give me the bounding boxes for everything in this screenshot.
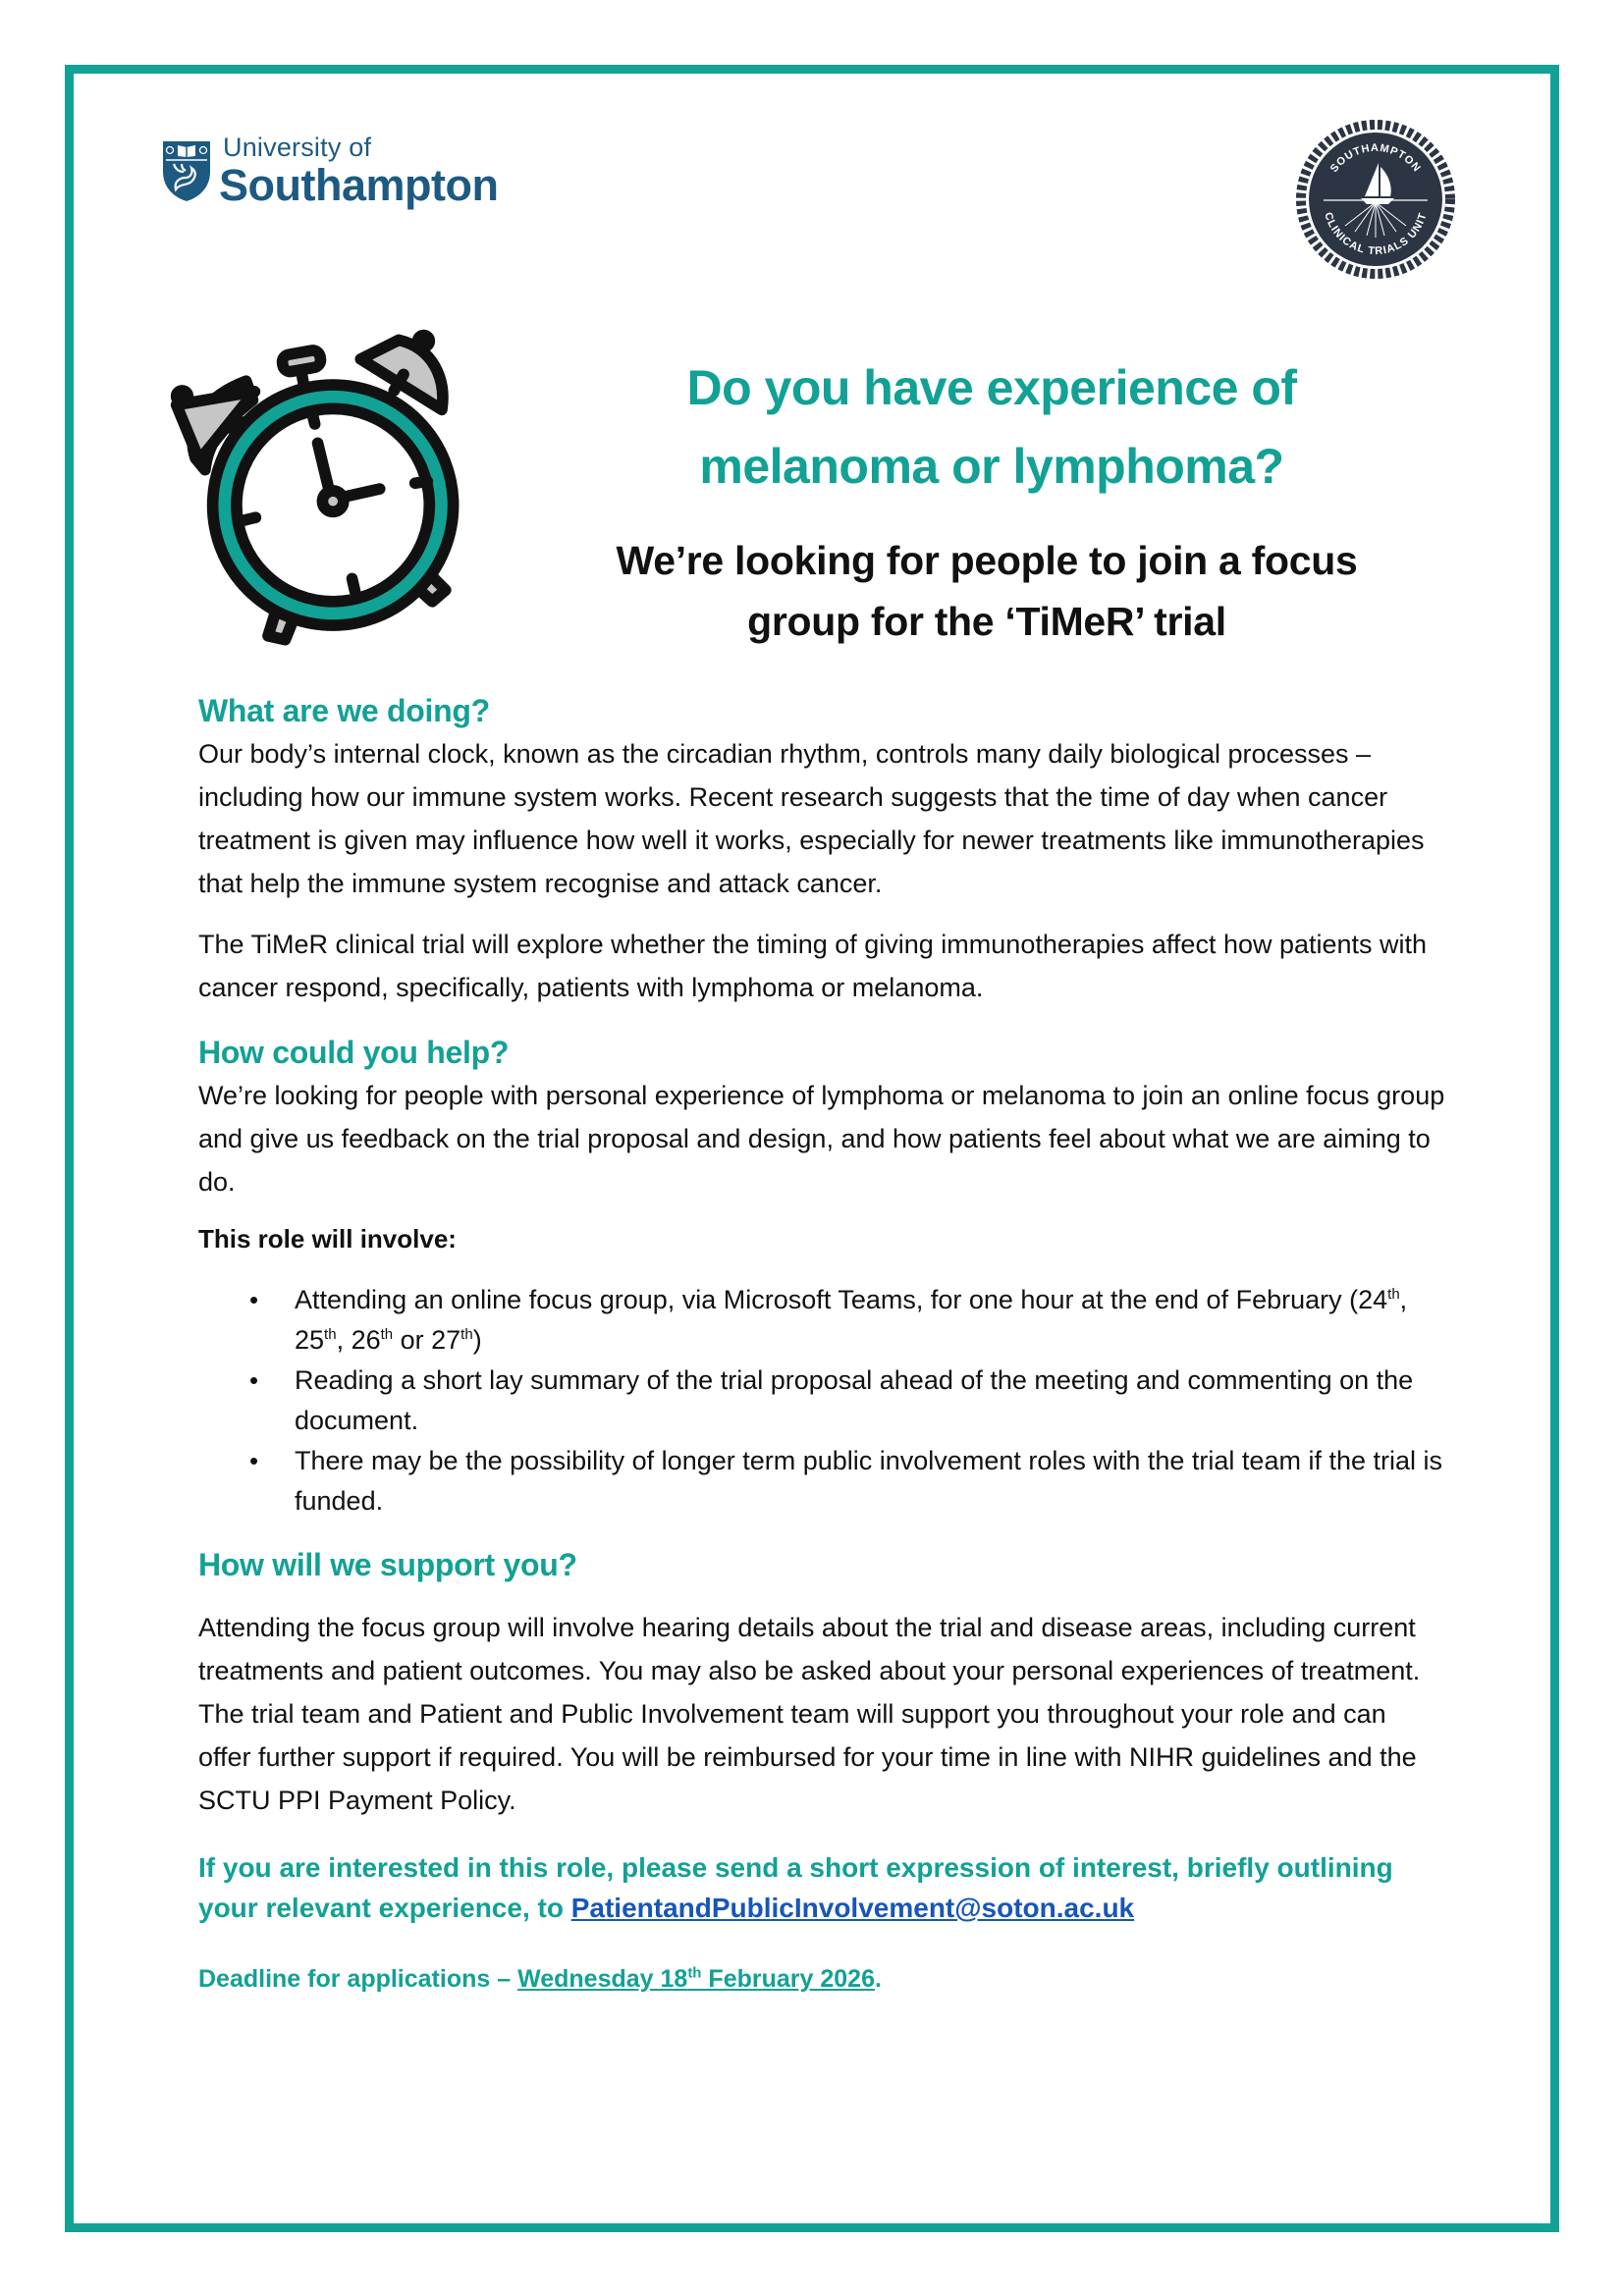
headline-line2: melanoma or lymphoma? xyxy=(699,439,1284,494)
list-item: • Reading a short lay summary of the trial proposal ahead of the meeting and commenting on the document. xyxy=(198,1361,1445,1441)
page-headline xyxy=(550,348,1434,506)
bullet-icon: • xyxy=(249,1285,259,1314)
flyer-body xyxy=(198,689,1445,1999)
what-paragraph-2: The TiMeR clinical trial will explore whether the timing of giving immunotherapies affect how patients with cancer respond, specifically, patients with lymphoma or melanoma. xyxy=(198,930,1428,1002)
call-to-action xyxy=(198,1847,1445,1928)
subheadline-line2: group for the ‘TiMeR’ trial xyxy=(747,599,1226,644)
subheadline-line1: We’re looking for people to join a focus xyxy=(616,538,1358,583)
university-name-line2: Southampton xyxy=(219,160,499,210)
southampton-clinical-trials-unit-logo xyxy=(1296,120,1455,279)
cta-text: If you are interested in this role, please send a short expression of interest, briefly outlining your relevant experience, to xyxy=(198,1852,1393,1923)
page-subheadline xyxy=(530,530,1443,652)
ctu-logo-bottom-text: CLINICAL TRIALS UNIT xyxy=(1322,210,1430,258)
support-paragraph-1: Attending the focus group will involve hearing details about the trial and disease areas, including current treatments and patient outcomes. You may also be asked about your personal experiences of treatment. The trial team and Patient and Public Involvement team will support you throughout your role and can offer further support if required. You will be reimbursed for your time in line with NIHR guidelines and the SCTU PPI Payment Policy. xyxy=(198,1613,1421,1815)
email-link[interactable]: PatientandPublicInvolvement@soton.ac.uk xyxy=(570,1893,1135,1923)
ctu-logo-top-text: SOUTHAMPTON xyxy=(1327,141,1424,175)
alarm-clock-icon xyxy=(155,319,518,663)
role-title: This role will involve: xyxy=(198,1224,457,1254)
deadline-label: Deadline for applications – xyxy=(198,1965,518,1993)
shield-stag-book-icon xyxy=(160,138,213,203)
bullet-icon: • xyxy=(249,1446,259,1475)
help-paragraph-1: We’re looking for people with personal experience of lymphoma or melanoma to join an online focus group and give us feedback on the trial proposal and design, and how patients feel about what we are aiming to do. xyxy=(198,1081,1445,1197)
university-of-southampton-logo xyxy=(160,133,499,210)
headline-line1: Do you have experience of xyxy=(686,360,1297,415)
list-item: • Attending an online focus group, via Microsoft Teams, for one hour at the end of February (24th, 25th, 26th or 27th) xyxy=(198,1280,1445,1361)
list-item: • There may be the possibility of longer term public involvement roles with the trial team if the trial is funded. xyxy=(198,1441,1445,1522)
section-heading-help: How could you help? xyxy=(198,1035,510,1070)
what-paragraph-1: Our body’s internal clock, known as the circadian rhythm, controls many daily biological processes – including how our immune system works. Recent research suggests that the time of day when cancer treatment is given may influence how well it works, especially for newer treatments like immunotherapies that help the immune system recognise and attack cancer. xyxy=(198,739,1425,898)
university-name-line1: University of xyxy=(223,133,372,162)
deadline-date: Wednesday 18th February 2026 xyxy=(517,1964,875,1993)
section-heading-what: What are we doing? xyxy=(198,693,490,728)
application-deadline: Deadline for applications – Wednesday 18th February 2026. xyxy=(198,1964,882,1993)
section-heading-support: How will we support you? xyxy=(198,1547,577,1582)
role-bullet-list xyxy=(198,1280,1445,1522)
bullet-icon: • xyxy=(249,1365,259,1395)
